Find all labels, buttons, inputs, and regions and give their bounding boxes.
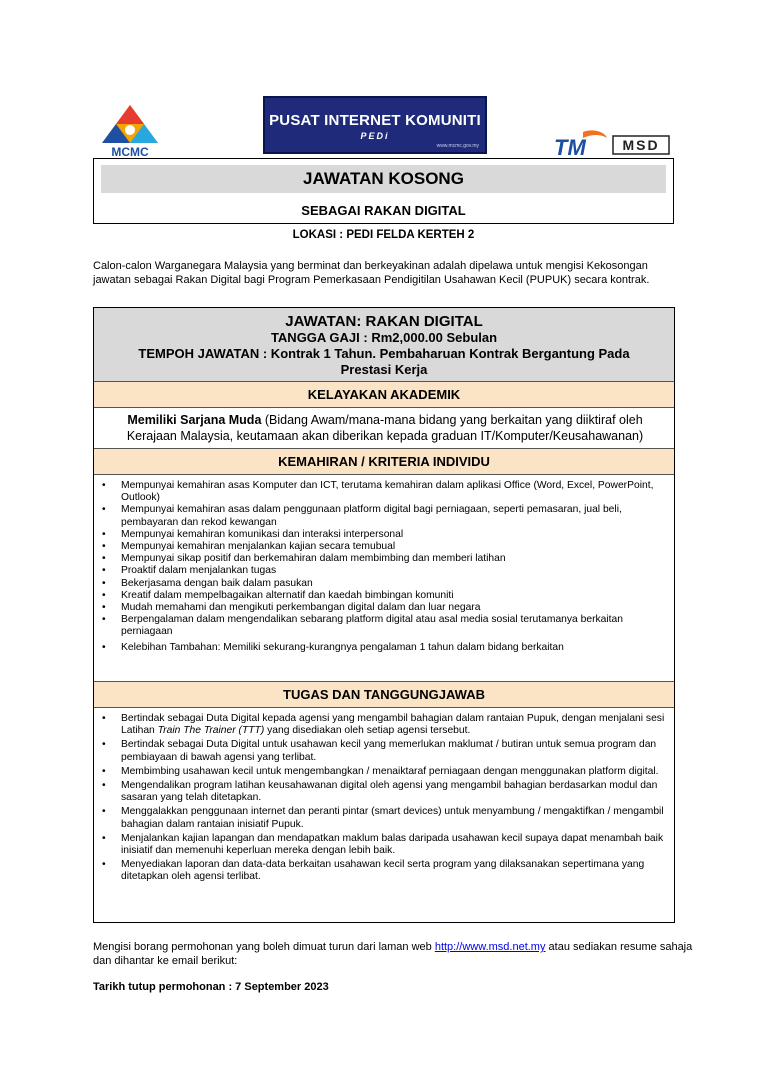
skills-heading: KEMAHIRAN / KRITERIA INDIVIDU (94, 448, 674, 474)
page-subtitle: SEBAGAI RAKAN DIGITAL (301, 203, 466, 218)
list-item: • Berpengalaman dalam mengendalikan sebarang platform digital atau asal media sosial terutamanya berkaitan perniagaan (102, 614, 623, 638)
msd-logo (612, 135, 670, 155)
job-period: TEMPOH JAWATAN : Kontrak 1 Tahun. Pembaharuan Kontrak Bergantung Pada Prestasi Kerja (138, 346, 630, 377)
list-item: • Mengendalikan program latihan keusahawanan digital oleh agensi yang mengambil bahagian berdasarkan modul dan sasaran yang telah ditetapkan. (102, 780, 658, 804)
intro-paragraph: Calon-calon Warganegara Malaysia yang berminat dan berkeyakinan adalah dipelawa untuk mengisi Kekosongan jawatan sebagai Rakan Digital bagi Program Pemerkasaan Pendigitilan Usahawan Kecil (PUPUK) secara kontrak. (93, 260, 650, 286)
list-item: • Bekerjasama dengan baik dalam pasukan (102, 577, 313, 589)
tm-logo-text: TM (554, 135, 586, 158)
academic-text (104, 412, 666, 444)
list-item: • Mudah memahami dan mengikuti perkembangan digital dalam dan luar negara (102, 602, 481, 614)
tm-logo (553, 128, 608, 158)
list-item: • Membimbing usahawan kecil untuk mengembangkan / menaiktaraf perniagaan dengan menggunakan platform digital. (102, 765, 659, 777)
pedi-logo (263, 96, 487, 154)
list-item: • Menyediakan laporan dan data-data berkaitan usahawan kecil serta program yang dilaksanakan sepertimana yang ditetapkan oleh agensi terlibat. (102, 859, 645, 883)
pedi-logo-title: PUSAT INTERNET KOMUNITI (269, 112, 481, 129)
mcmc-logo (96, 103, 164, 159)
list-item: • Mempunyai kemahiran komunikasi dan interaksi interpersonal (102, 528, 404, 540)
skills-list (94, 480, 674, 654)
list-item: • Kreatif dalam mempelbagaikan alternatif dan kaedah bimbingan komuniti (102, 589, 454, 601)
duties-heading: TUGAS DAN TANGGUNGJAWAB (94, 681, 674, 707)
list-item: • Bertindak sebagai Duta Digital kepada agensi yang mengambil bahagian dalam rantaian Pupuk, dengan menjalani sesi Latihan Train The Trainer (TTT) yang disediakan oleh setiap agensi tersebut. (102, 713, 665, 737)
list-item: • Mempunyai kemahiran asas Komputer dan ICT, terutama kemahiran dalam aplikasi Office (Word, Excel, PowerPoint, Outlook) (102, 480, 654, 504)
job-salary: TANGGA GAJI : Rm2,000.00 Sebulan (270, 330, 498, 345)
application-instructions: Mengisi borang permohonan yang boleh dimuat turun dari laman web http://www.msd.net.my atau sediakan resume sahaja dan dihantar ke email berikut: (93, 941, 693, 967)
job-header-section (94, 308, 674, 381)
list-item: • Menggalakkan penggunaan internet dan peranti pintar (smart devices) untuk menyambung / mengaktifkan / mengambil bahagian dalam rantaian inisiatif Pupuk. (102, 806, 664, 830)
job-title: JAWATAN: RAKAN DIGITAL (285, 313, 483, 330)
duties-list (94, 713, 674, 884)
academic-degree: Memiliki Sarjana Muda (127, 413, 262, 427)
list-item: • Mempunyai kemahiran menjalankan kajian secara temubual (102, 541, 396, 553)
list-item: • Mempunyai kemahiran asas dalam penggunaan platform digital bagi perniagaan, seperti pemasaran, jual beli, pembayaran dan rekod kewangan (102, 504, 622, 528)
title-box (93, 158, 674, 224)
academic-section (94, 407, 674, 448)
msd-website-link[interactable]: http://www.msd.net.my (434, 941, 546, 953)
academic-detail: (Bidang Awam/mana-mana bidang yang berkaitan yang diiktiraf oleh Kerajaan Malaysia, keutamaan akan diberikan kepada graduan IT/Komputer/Keusahawanan) (126, 413, 644, 443)
list-item: • Menjalankan kajian lapangan dan mendapatkan maklum balas daripada usahawan kecil supaya dapat menambah baik inisiatif dan memenuhi keperluan mereka dengan lebih baik. (102, 832, 664, 857)
application-deadline: Tarikh tutup permohonan : 7 September 2023 (93, 981, 329, 993)
list-item: • Bertindak sebagai Duta Digital untuk usahawan kecil yang memerlukan maklumat / butiran untuk semua program dan pembiayaan di bawah agensi yang terlibat. (102, 739, 657, 763)
pedi-logo-url: www.mcmc.gov.my (436, 143, 479, 149)
academic-heading: KELAYAKAN AKADEMIK (94, 381, 674, 407)
pedi-logo-subtitle: PEDi (360, 131, 390, 141)
job-details-table (93, 307, 675, 923)
page-title: JAWATAN KOSONG (101, 165, 666, 193)
duties-section (94, 707, 674, 922)
list-item: • Mempunyai sikap positif dan berkemahiran dalam membimbing dan memberi latihan (102, 553, 506, 565)
skills-section (94, 474, 674, 681)
location-label: LOKASI : PEDI FELDA KERTEH 2 (292, 229, 475, 241)
msd-logo-text: MSD (622, 137, 660, 153)
list-item: • Kelebihan Tambahan: Memiliki sekurang-kurangnya pengalaman 1 tahun dalam bidang berkaitan (102, 641, 564, 653)
list-item: • Proaktif dalam menjalankan tugas (102, 565, 277, 577)
mcmc-logo-text: MCMC (111, 145, 149, 159)
